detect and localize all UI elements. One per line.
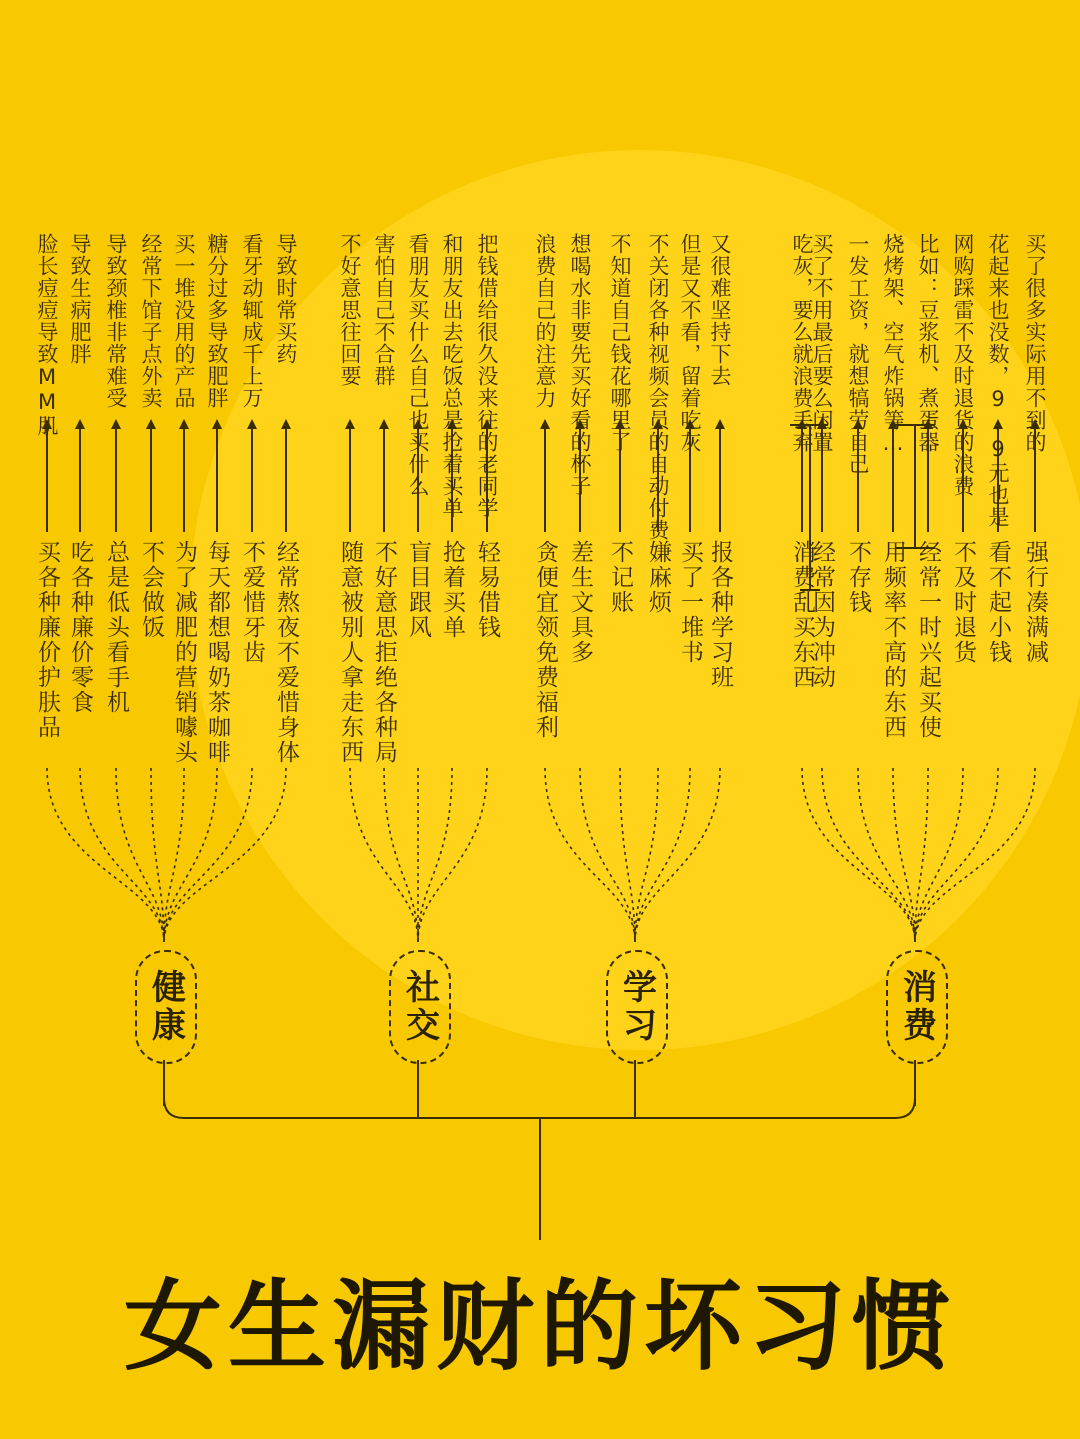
- cause-text: 随意被别人拿走东西: [337, 540, 363, 765]
- category-label: 消费: [896, 969, 937, 1045]
- cause-text: 抢着买单: [439, 540, 465, 640]
- dashed-branch: [164, 768, 252, 942]
- dashed-branch: [418, 768, 487, 942]
- effect-text: 导致生病肥胖: [68, 233, 92, 365]
- dashed-branch: [164, 768, 184, 942]
- effect-text: 买了很多实际用不到的: [1023, 233, 1047, 453]
- effect-text: 买了不用最后要么闲置: [810, 233, 834, 453]
- arrow-head: [212, 419, 222, 429]
- arrow-head: [146, 419, 156, 429]
- cause-text: 经常因为冲动: [809, 540, 835, 690]
- effect-text: 经常下馆子点外卖: [139, 233, 163, 409]
- category-node-1: [389, 950, 451, 1064]
- cause-text: 报各种学习班: [707, 540, 733, 690]
- arrow-head: [247, 419, 257, 429]
- dashed-branch: [418, 768, 452, 942]
- arrow-head: [715, 419, 725, 429]
- dashed-branch: [635, 768, 690, 942]
- effect-text: 看朋友买什么自己也买什么: [406, 233, 430, 497]
- cause-text: 强行凑满减: [1022, 540, 1048, 665]
- category-node-2: [606, 950, 668, 1064]
- page-title: 女生漏财的坏习惯: [123, 1270, 956, 1384]
- dashed-branch: [116, 768, 164, 942]
- dashed-branch: [164, 768, 217, 942]
- cause-text: 不好意思拒绝各种局: [371, 540, 397, 765]
- dashed-branch: [545, 768, 635, 942]
- effect-text: 又很难坚持下去: [708, 233, 732, 387]
- dashed-branch: [151, 768, 164, 942]
- dashed-branch: [384, 768, 418, 942]
- effect-text: 吃灰，要么就浪费丢弃: [790, 233, 814, 453]
- effect-text: 浪费自己的注意力: [533, 233, 557, 409]
- cause-text: 为了减肥的营销噱头: [171, 540, 197, 765]
- cause-text: 差生文具多: [567, 540, 593, 665]
- cause-text: 不会做饭: [138, 540, 164, 640]
- category-label: 社交: [399, 969, 440, 1045]
- arrow-head: [540, 419, 550, 429]
- dashed-branch: [635, 768, 720, 942]
- cause-text: 消费乱买东西: [789, 540, 815, 690]
- cause-text: 买各种廉价护肤品: [34, 540, 60, 740]
- effect-text: 不知道自己钱花哪里了: [608, 233, 632, 453]
- dashed-branch: [47, 768, 164, 942]
- cause-text: 嫌麻烦: [645, 540, 671, 615]
- effect-text: 把钱借给很久没来往的老同学: [475, 233, 499, 519]
- dashed-branch: [164, 768, 286, 942]
- cause-text: 买了一堆书: [677, 540, 703, 665]
- arrow-head: [379, 419, 389, 429]
- category-label: 健康: [145, 969, 186, 1045]
- effect-text: 不关闭各种视频会员的自动付费: [646, 233, 670, 541]
- dashed-branch: [915, 768, 963, 942]
- dashed-branch: [858, 768, 915, 942]
- arrow-head: [179, 419, 189, 429]
- dashed-branch: [915, 768, 928, 942]
- cause-text: 每天都想喝奶茶咖啡: [204, 540, 230, 765]
- category-label: 学习: [616, 969, 657, 1045]
- effect-text: 烧烤架、空气炸锅等…: [881, 233, 905, 456]
- dashed-branch: [580, 768, 635, 942]
- cause-text: 轻易借钱: [474, 540, 500, 640]
- effect-text: 不好意思往回要: [338, 233, 362, 387]
- dashed-branch: [350, 768, 418, 942]
- cause-text: 经常一时兴起买使: [915, 540, 941, 740]
- cause-text: 不存钱: [845, 540, 871, 615]
- cause-text: 看不起小钱: [985, 540, 1011, 665]
- effect-text: 花起来也没数，9.9元也是: [986, 233, 1010, 528]
- arrow-head: [111, 419, 121, 429]
- trunk-base: [164, 1098, 915, 1118]
- dashed-branch: [822, 768, 915, 942]
- cause-text: 不及时退货: [950, 540, 976, 665]
- effect-text: 比如：豆浆机、煮蛋器: [916, 233, 940, 453]
- effect-text: 买一堆没用的产品: [172, 233, 196, 409]
- effect-text: 网购踩雷不及时退货的浪费: [951, 233, 975, 497]
- arrow-head: [345, 419, 355, 429]
- effect-text: 看牙动辄成千上万: [240, 233, 264, 409]
- arrow-head: [75, 419, 85, 429]
- effect-text: 导致颈椎非常难受: [104, 233, 128, 409]
- category-node-0: [135, 950, 197, 1064]
- cause-text: 用频率不高的东西: [880, 540, 906, 740]
- cause-text: 经常熬夜不爱惜身体: [273, 540, 299, 765]
- arrow-head: [281, 419, 291, 429]
- effect-text: 脸长痘痘导致MM肌: [35, 233, 59, 437]
- effect-text: 想喝水非要先买好看的杯子: [568, 233, 592, 497]
- cause-text: 吃各种廉价零食: [67, 540, 93, 715]
- dashed-branch: [915, 768, 998, 942]
- dashed-branch: [635, 768, 658, 942]
- effect-text: 和朋友出去吃饭总是抢着买单: [440, 233, 464, 519]
- cause-text: 贪便宜领免费福利: [532, 540, 558, 740]
- dashed-branch: [915, 768, 1035, 942]
- category-node-3: [886, 950, 948, 1064]
- dashed-branch: [620, 768, 635, 942]
- dashed-branch: [802, 768, 915, 942]
- effect-text: 害怕自己不合群: [372, 233, 396, 387]
- effect-text: 导致时常买药: [274, 233, 298, 365]
- cause-text: 不爱惜牙齿: [239, 540, 265, 665]
- cause-text: 总是低头看手机: [103, 540, 129, 715]
- effect-text: 但是又不看，留着吃灰: [678, 233, 702, 453]
- dashed-branch: [80, 768, 164, 942]
- effect-text: 一发工资，就想犒劳自己: [846, 233, 870, 475]
- dashed-branch: [893, 768, 915, 942]
- effect-text: 糖分过多导致肥胖: [205, 233, 229, 409]
- cause-text: 盲目跟风: [405, 540, 431, 640]
- cause-text: 不记账: [607, 540, 633, 615]
